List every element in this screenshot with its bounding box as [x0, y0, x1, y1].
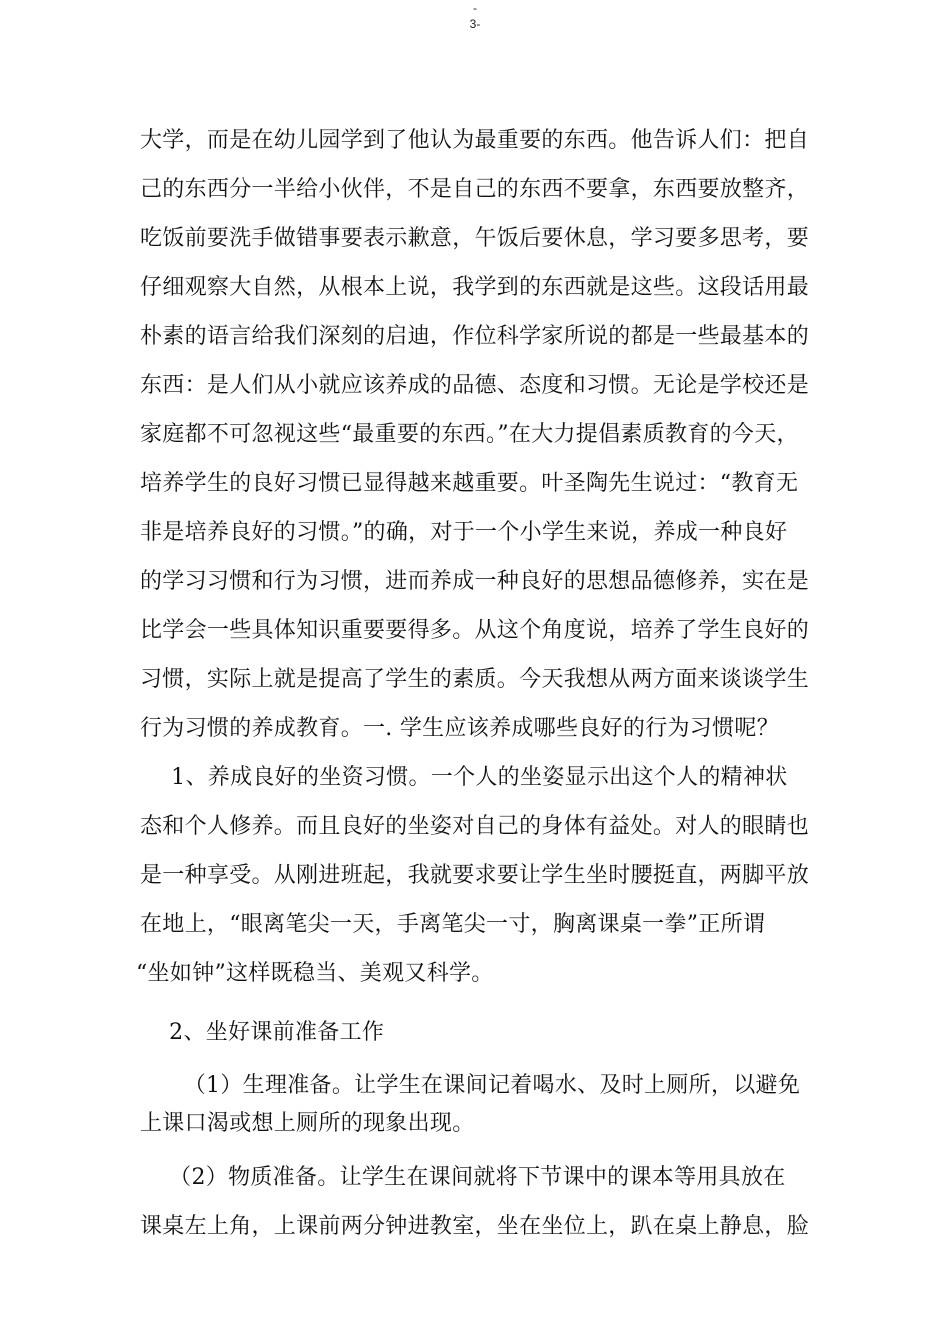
text-line: 上课口渴或想上厕所的现象出现。 [140, 1111, 475, 1136]
text-line: 在地上，“眼离笔尖一天，手离笔尖一寸，胸离课桌一拳”正所谓 [140, 912, 766, 937]
page-header [0, 0, 950, 30]
paragraph-physiological [140, 1067, 830, 1143]
text-line: 培养学生的良好习惯已显得越来越重要。叶圣陶先生说过：“教育无 [140, 471, 799, 496]
paragraph-sitting-habit [136, 753, 830, 998]
paragraph-heading-preparation [140, 1008, 830, 1057]
text-line: 东西：是人们从小就应该养成的品德、态度和习惯。无论是学校还是 [140, 373, 810, 398]
text-line: “坐如钟”这样既稳当、美观又科学。 [136, 961, 494, 986]
text-line: 吃饭前要洗手做错事要表示歉意，午饭后要休息，学习要多思考，要 [140, 226, 810, 251]
text-line: 己的东西分一半给小伙伴，不是自己的东西不要拿，东西要放整齐， [140, 177, 810, 202]
header-dash: - [473, 1, 477, 15]
spacer [140, 1057, 830, 1067]
text-line: 1、养成良好的坐资习惯。一个人的坐姿显示出这个人的精神状 [142, 765, 788, 790]
document-body [136, 116, 830, 1251]
text-line: 大学，而是在幼儿园学到了他认为最重要的东西。他告诉人们：把自 [140, 128, 810, 153]
text-line: 是一种享受。从刚进班起，我就要求要让学生坐时腰挺直，两脚平放 [140, 863, 810, 888]
text-line: （1）生理准备。让学生在课间记着喝水、及时上厕所，以避免 [140, 1073, 801, 1098]
spacer [140, 998, 830, 1008]
text-line: 朴素的语言给我们深刻的启迪，作位科学家所说的都是一些最基本的 [140, 324, 810, 349]
text-line: 的学习习惯和行为习惯，进而养成一种良好的思想品德修养，实在是 [140, 569, 810, 594]
text-line: 行为习惯的养成教育。一. 学生应该养成哪些良好的行为习惯呢？ [140, 716, 779, 741]
text-line: 仔细观察大自然，从根本上说，我学到的东西就是这些。这段话用最 [140, 275, 810, 300]
text-line: 非是培养良好的习惯。”的确，对于一个小学生来说，养成一种良好 [140, 520, 788, 545]
spacer [140, 1143, 830, 1153]
text-line: 家庭都不可忽视这些“最重要的东西。”在大力提倡素质教育的今天， [140, 422, 799, 447]
text-line: 比学会一些具体知识重要要得多。从这个角度说，培养了学生良好的 [140, 618, 810, 643]
text-line: 课桌左上角，上课前两分钟进教室，坐在坐位上，趴在桌上静息，脸 [140, 1214, 810, 1239]
section-heading: 2、坐好课前准备工作 [140, 1020, 385, 1045]
text-line: 态和个人修养。而且良好的坐姿对自己的身体有益处。对人的眼睛也 [140, 814, 810, 839]
text-line: 习惯，实际上就是提高了学生的素质。今天我想从两方面来谈谈学生 [140, 667, 810, 692]
paragraph-intro [140, 116, 830, 753]
text-line: （2）物质准备。让学生在课间就将下节课中的课本等用具放在 [140, 1165, 786, 1190]
page-number: 3- [469, 17, 481, 31]
paragraph-material [140, 1153, 830, 1251]
